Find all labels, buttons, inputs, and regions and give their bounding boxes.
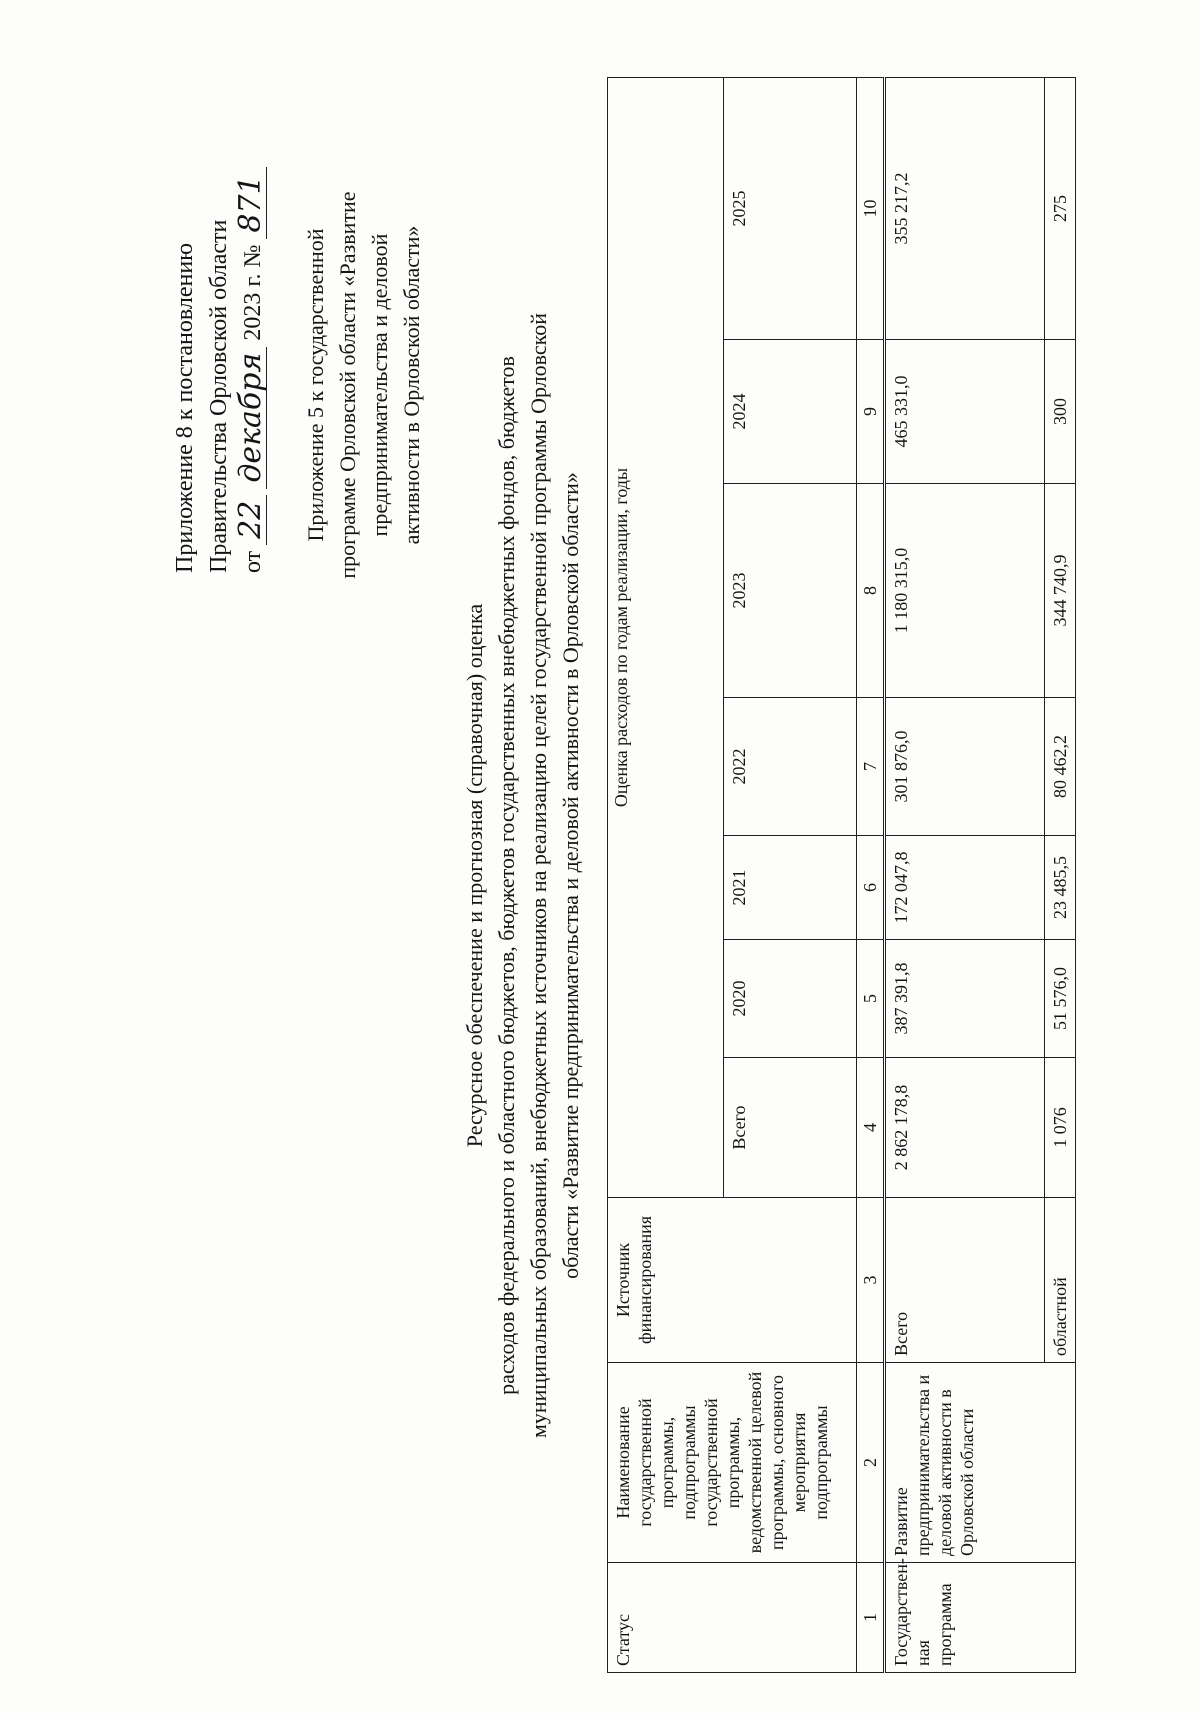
header-row-1 [608, 78, 724, 1673]
header-2022: 2022 [723, 698, 856, 836]
row-value-2025: 355 217,2 [885, 78, 1045, 340]
header-estimate: Оценка расходов по годам реализации, годы [608, 78, 724, 1198]
header-2020: 2020 [723, 940, 856, 1058]
annex2-line-4: активности в Орловской области» [399, 225, 424, 545]
header-status: Статус [608, 1563, 857, 1673]
header-2025: 2025 [723, 78, 856, 340]
header-2021: 2021 [723, 836, 856, 940]
table-row [885, 78, 1045, 1673]
annex2-line-1: Приложение 5 к государственной [303, 228, 328, 542]
annex2-line-3: предпринимательства и деловой [367, 233, 392, 537]
row-source: Всего [885, 1198, 1045, 1363]
date-number: 871 [236, 167, 267, 239]
column-number: 10 [857, 78, 885, 340]
header-source: Источник финансирования [608, 1198, 857, 1363]
column-numbers-row [857, 78, 885, 1673]
row-value-2020: 387 391,8 [885, 940, 1045, 1058]
row-value-2022: 80 462,2 [1045, 698, 1076, 836]
row-name: Развитие предпринимательства и деловой активности в Орловской области [885, 1363, 1076, 1563]
column-number: 8 [857, 484, 885, 698]
annex-line-2: Правительства Орловской области [206, 219, 232, 573]
date-prefix: от [240, 550, 266, 573]
date-day: 22 [236, 495, 267, 545]
row-value-2021: 172 047,8 [885, 836, 1045, 940]
header-name: Наименование государственной программы, подпрограммы государственной программы, ведомственной целевой программы, основного мероприятия подпрограммы [608, 1363, 857, 1563]
column-number: 9 [857, 340, 885, 484]
column-number: 5 [857, 940, 885, 1058]
row-value-2023: 344 740,9 [1045, 484, 1076, 698]
row-value-total: 1 076 [1045, 1058, 1076, 1198]
title-line-2: расходов федерального и областного бюджетов, бюджетов государственных внебюджетных фондов, бюджетов [494, 356, 519, 1395]
row-value-2024: 300 [1045, 340, 1076, 484]
title-line-4: области «Развитие предпринимательства и деловой активности в Орловской области» [558, 472, 583, 1279]
date-month: декабря [236, 347, 267, 489]
date-year: 2023 г. № [240, 244, 266, 341]
row-value-2020: 51 576,0 [1045, 940, 1076, 1058]
header-2023: 2023 [723, 484, 856, 698]
column-number: 2 [857, 1363, 885, 1563]
row-value-2023: 1 180 315,0 [885, 484, 1045, 698]
title-line-1: Ресурсное обеспечение и прогнозная (справочная) оценка [462, 603, 487, 1148]
column-number: 3 [857, 1198, 885, 1363]
row-value-2025: 275 [1045, 78, 1076, 340]
row-value-2024: 465 331,0 [885, 340, 1045, 484]
annex-date-row [233, 167, 270, 573]
resource-table [607, 77, 1076, 1673]
title-line-3: муниципальных образований, внебюджетных источников на реализацию целей государственной программы Орловской [526, 312, 551, 1439]
column-number: 1 [857, 1563, 885, 1673]
row-value-total: 2 862 178,8 [885, 1058, 1045, 1198]
annex2-line-2: программе Орловской области «Развитие [335, 191, 360, 579]
header-total: Всего [723, 1058, 856, 1198]
row-value-2021: 23 485,5 [1045, 836, 1076, 940]
column-number: 7 [857, 698, 885, 836]
row-status: Государствен-ная программа [885, 1563, 1076, 1673]
column-number: 4 [857, 1058, 885, 1198]
column-number: 6 [857, 836, 885, 940]
row-source: областной [1045, 1198, 1076, 1363]
row-value-2022: 301 876,0 [885, 698, 1045, 836]
header-2024: 2024 [723, 340, 856, 484]
annex-line-1: Приложение 8 к постановлению [172, 242, 198, 573]
